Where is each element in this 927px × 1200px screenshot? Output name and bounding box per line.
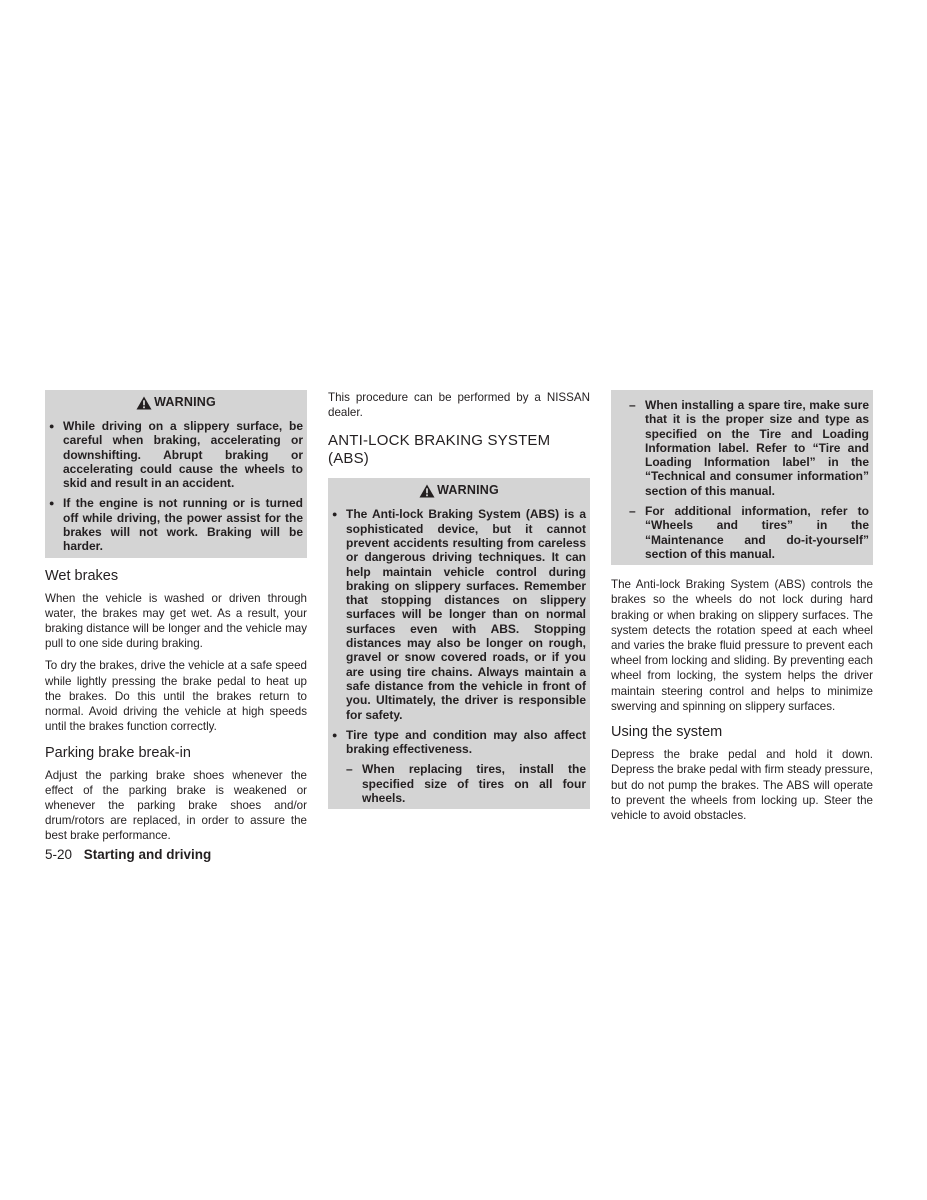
- warning-title: WARNING: [154, 394, 216, 409]
- warning-box-continued: [611, 390, 873, 565]
- section-title: Starting and driving: [83, 847, 212, 862]
- warning-triangle-icon: [419, 484, 435, 498]
- warning-subitem: – For additional information, refer to “Wheels and tires” in the “Maintenance and do-it-yourself” section of this manual.: [615, 504, 869, 561]
- warning-header: [49, 390, 303, 413]
- warning-subitem: – When replacing tires, install the specified size of tires on all four wheels.: [332, 762, 586, 805]
- section-heading-parking-brake: Parking brake break-in: [45, 744, 191, 761]
- warning-box: [328, 478, 590, 809]
- section-heading-abs: ANTI-LOCK BRAKING SYSTEM (ABS): [328, 432, 551, 468]
- paragraph: This procedure can be performed by a NISSAN dealer.: [328, 391, 590, 420]
- warning-title: WARNING: [437, 482, 499, 497]
- section-heading-wet-brakes: Wet brakes: [45, 567, 119, 584]
- warning-box: [45, 390, 307, 558]
- paragraph: Adjust the parking brake shoes whenever the effect of the parking brake is weakened or whenever the parking brake shoes and/or drum/rotors are replaced, in order to assure the best brake performance.: [45, 768, 307, 843]
- page-footer: [45, 847, 211, 862]
- page-number: 5-20: [45, 847, 73, 862]
- warning-header: [332, 478, 586, 501]
- warning-item: ● Tire type and condition may also affect braking effectiveness.: [332, 728, 586, 757]
- warning-list: [615, 390, 869, 561]
- warning-list: [49, 419, 303, 554]
- column-right: [611, 390, 873, 830]
- section-heading-using-system: Using the system: [611, 724, 723, 741]
- paragraph: Depress the brake pedal and hold it down. Depress the brake pedal with firm steady pressure, but do not pump the brakes. The ABS will operate to prevent the wheels from locking up. Steer the vehicle to avoid obstacles.: [611, 748, 873, 822]
- column-middle: [328, 390, 590, 809]
- warning-triangle-icon: [136, 396, 152, 410]
- warning-item: ● If the engine is not running or is turned off while driving, the power assist for the brakes will not work. Braking will be harder.: [49, 496, 303, 553]
- paragraph: To dry the brakes, drive the vehicle at a safe speed while lightly pressing the brake pedal to heat up the brakes. Do this until the brakes return to normal. Avoid driving the vehicle at high speeds until the brakes function correctly.: [45, 659, 307, 734]
- paragraph: When the vehicle is washed or driven through water, the brakes may get wet. As a result, your braking distance will be longer and the vehicle may pull to one side during braking.: [45, 591, 307, 651]
- paragraph: The Anti-lock Braking System (ABS) controls the brakes so the wheels do not lock during hard braking or when braking on slippery surfaces. The system detects the rotation speed at each wheel and varies the brake fluid pressure to prevent each wheel from locking and sliding. By preventing each wheel from locking, the system helps the driver maintain steering control and helps to minimize swerving and spinning on slippery surfaces.: [611, 578, 873, 713]
- warning-subitem: – When installing a spare tire, make sure that it is the proper size and type as specified on the Tire and Loading Information label. Refer to “Tire and Loading Information label” in the “Technical and consumer information” section of this manual.: [615, 398, 869, 498]
- column-left: [45, 390, 307, 851]
- warning-item: ● The Anti-lock Braking System (ABS) is a sophisticated device, but it cannot prevent accidents resulting from careless or dangerous driving techniques. It can help maintain vehicle control during braking on slippery surfaces. Remember that stopping distances on slippery surfaces will be longer than on normal surfaces even with ABS. Stopping distances may also be longer on rough, gravel or snow covered roads, or if you are using tire chains. Always maintain a safe distance from the vehicle in front of you. Ultimately, the driver is responsible for safety.: [332, 507, 586, 721]
- warning-item: ● While driving on a slippery surface, be careful when braking, accelerating or downshifting. Abrupt braking or accelerating could cause the wheels to skid and result in an accident.: [49, 419, 303, 490]
- warning-list: [332, 507, 586, 805]
